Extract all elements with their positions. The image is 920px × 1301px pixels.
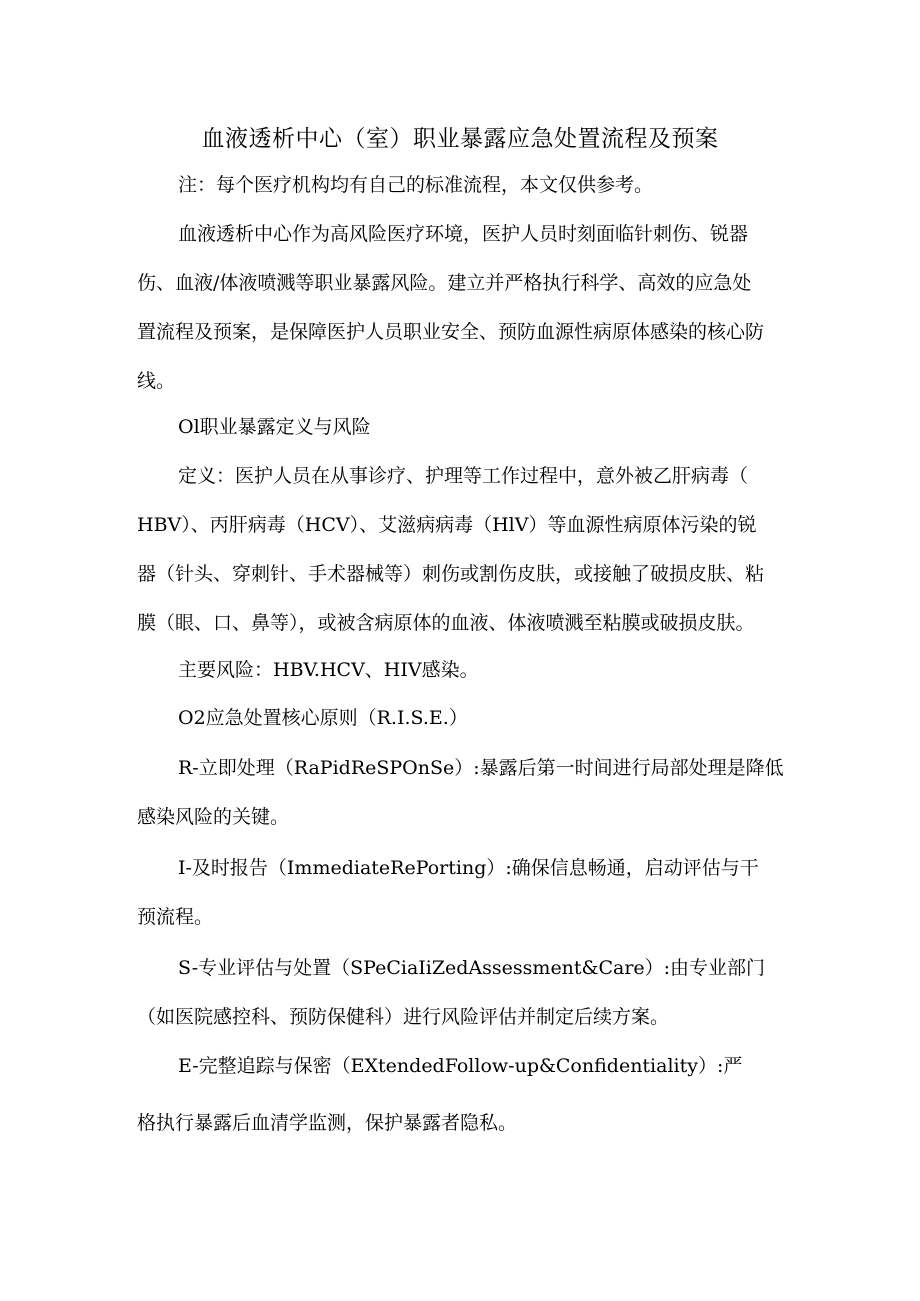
paragraph-intro-line-4 xyxy=(0,366,920,396)
text-line: 格执行暴露后血清学监测，保护暴露者隐私。 xyxy=(137,1112,518,1134)
text-line: 伤、血液/体液喷溅等职业暴露风险。建立并严格执行科学、高效的应急处 xyxy=(137,272,752,294)
text-line: 注：每个医疗机构均有自己的标准流程，本文仅供参考。 xyxy=(178,174,654,196)
section-heading-02 xyxy=(0,703,920,733)
principle-s-line-1 xyxy=(0,953,920,983)
text-line: 预流程。 xyxy=(137,906,214,928)
definition-line-2 xyxy=(0,510,920,540)
text-line: 线。 xyxy=(137,370,176,392)
principle-s-line-2 xyxy=(0,1002,920,1032)
text-line: 感染风险的关键。 xyxy=(137,806,290,828)
paragraph-intro-line-3 xyxy=(0,317,920,347)
text-line: 置流程及预案，是保障医护人员职业安全、预防血源性病原体感染的核心防 xyxy=(137,321,765,343)
text-line: 器（针头、穿刺针、手术器械等）刺伤或割伤皮肤，或接触了破损皮肤、粘 xyxy=(137,563,765,585)
text-line: HBV）、丙肝病毒（HCV）、艾滋病病毒（HlV）等血源性病原体污染的锐 xyxy=(137,514,757,536)
principle-e-line-1 xyxy=(0,1051,920,1081)
text-line: 定义：医护人员在从事诊疗、护理等工作过程中，意外被乙肝病毒（ xyxy=(178,465,749,487)
definition-line-4 xyxy=(0,608,920,638)
principle-r-line-2 xyxy=(0,802,920,832)
text-line: 膜（眼、口、鼻等），或被含病原体的血液、体液喷溅至粘膜或破损皮肤。 xyxy=(137,612,755,634)
paragraph-intro-line-2 xyxy=(0,268,920,298)
text-line: O2应急处置核心原则（R.I.S.E.） xyxy=(178,707,468,729)
note-line xyxy=(0,170,920,200)
text-line: 血液透析中心作为高风险医疗环境，医护人员时刻面临针刺伤、锐器 xyxy=(178,223,749,245)
main-risk-line xyxy=(0,655,920,685)
principle-i-line-2 xyxy=(0,902,920,932)
document-title: 血液透析中心（室）职业暴露应急处置流程及预案 xyxy=(201,126,719,152)
text-line: I-及时报告（ImmediateRePorting）:确保信息畅通，启动评估与干 xyxy=(178,857,759,879)
text-line: E-完整追踪与保密（EXtendedFollow-up&Confidentiality）:严 xyxy=(178,1055,743,1077)
principle-e-line-2 xyxy=(0,1108,920,1138)
text-line: S-专业评估与处置（SPeCiaIiZedAssessment&Care）:由专业部门 xyxy=(178,957,766,979)
definition-line-3 xyxy=(0,559,920,589)
text-line: Ol职业暴露定义与风险 xyxy=(178,416,371,438)
principle-r-line-1 xyxy=(0,753,920,783)
text-line: R-立即处理（RaPidReSPOnSe）:暴露后第一时间进行局部处理是降低 xyxy=(178,757,784,779)
text-line: （如医院感控科、预防保健科）进行风险评估并制定后续方案。 xyxy=(137,1006,670,1028)
principle-i-line-1 xyxy=(0,853,920,883)
definition-line-1 xyxy=(0,461,920,491)
section-heading-01 xyxy=(0,412,920,442)
paragraph-intro-line-1 xyxy=(0,219,920,249)
text-line: 主要风险：HBV.HCV、HIV感染。 xyxy=(178,659,479,681)
